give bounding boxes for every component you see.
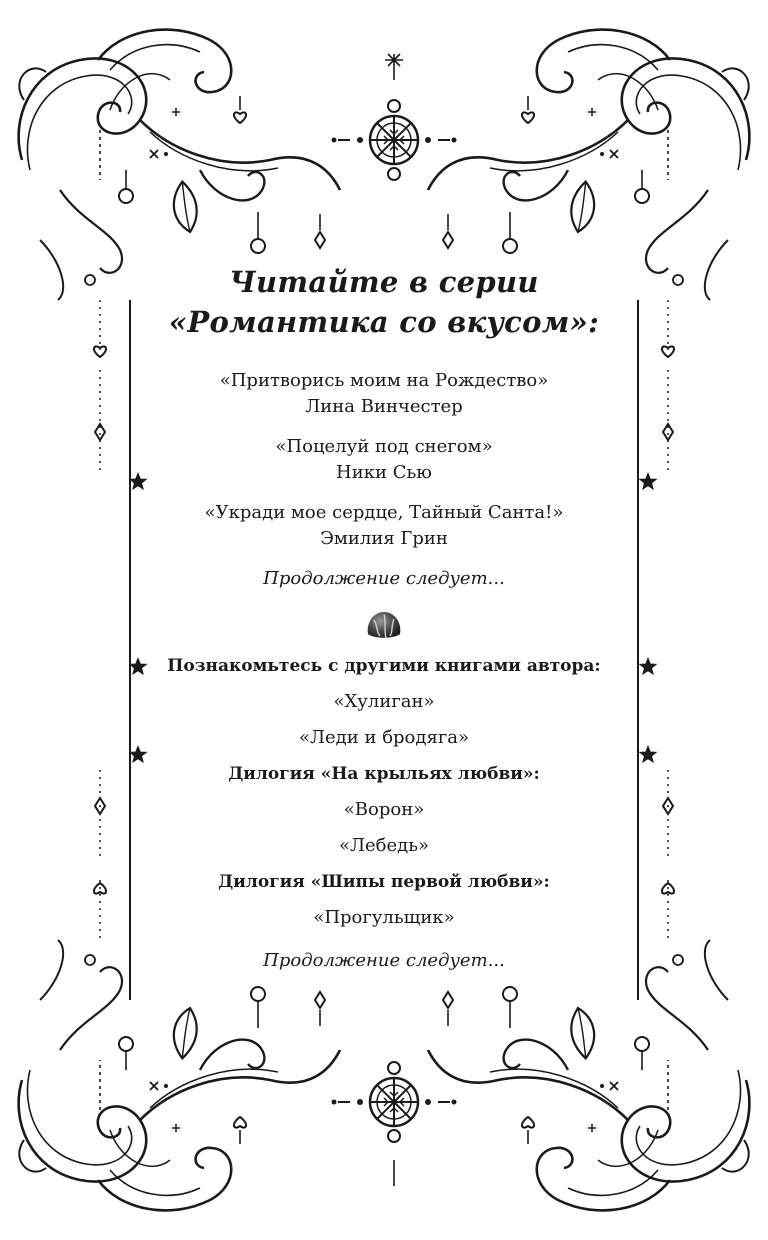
series-book — [150, 500, 618, 552]
series-heading-line-2: «Романтика со вкусом»: — [168, 305, 600, 339]
book-author: Ники Сью — [336, 462, 432, 483]
dilogy-1-book-2: «Лебедь» — [338, 835, 430, 856]
book-title: «Поцелуй под снегом» — [275, 436, 493, 457]
book-author: Эмилия Грин — [320, 528, 448, 549]
dilogy-1-book-1: «Ворон» — [343, 799, 425, 820]
author-book-2: «Леди и бродяга» — [298, 727, 469, 748]
dilogy-2-label: Дилогия «Шипы первой любви»: — [218, 872, 550, 892]
content-column — [150, 262, 618, 974]
book-title: «Укради мое сердце, Тайный Санта!» — [204, 502, 564, 523]
series-heading-line-1: Читайте в серии — [229, 265, 539, 299]
book-title: «Притворись моим на Рождество» — [219, 370, 549, 391]
series-heading — [150, 262, 618, 342]
chocolate-candy-icon — [364, 608, 404, 642]
series-book — [150, 434, 618, 486]
corner-swirl-top-left — [19, 30, 340, 300]
dilogy-1-label: Дилогия «На крыльях любви»: — [228, 764, 540, 784]
author-books-heading: Познакомьтесь с другими книгами автора: — [167, 656, 601, 676]
series-book — [150, 368, 618, 420]
author-continuation: Продолжение следует... — [263, 950, 505, 971]
dilogy-2-book-1: «Прогульщик» — [313, 907, 455, 928]
series-continuation: Продолжение следует... — [263, 568, 505, 589]
book-author: Лина Винчестер — [305, 396, 463, 417]
author-book-1: «Хулиган» — [333, 691, 435, 712]
series-book-list — [150, 368, 618, 552]
